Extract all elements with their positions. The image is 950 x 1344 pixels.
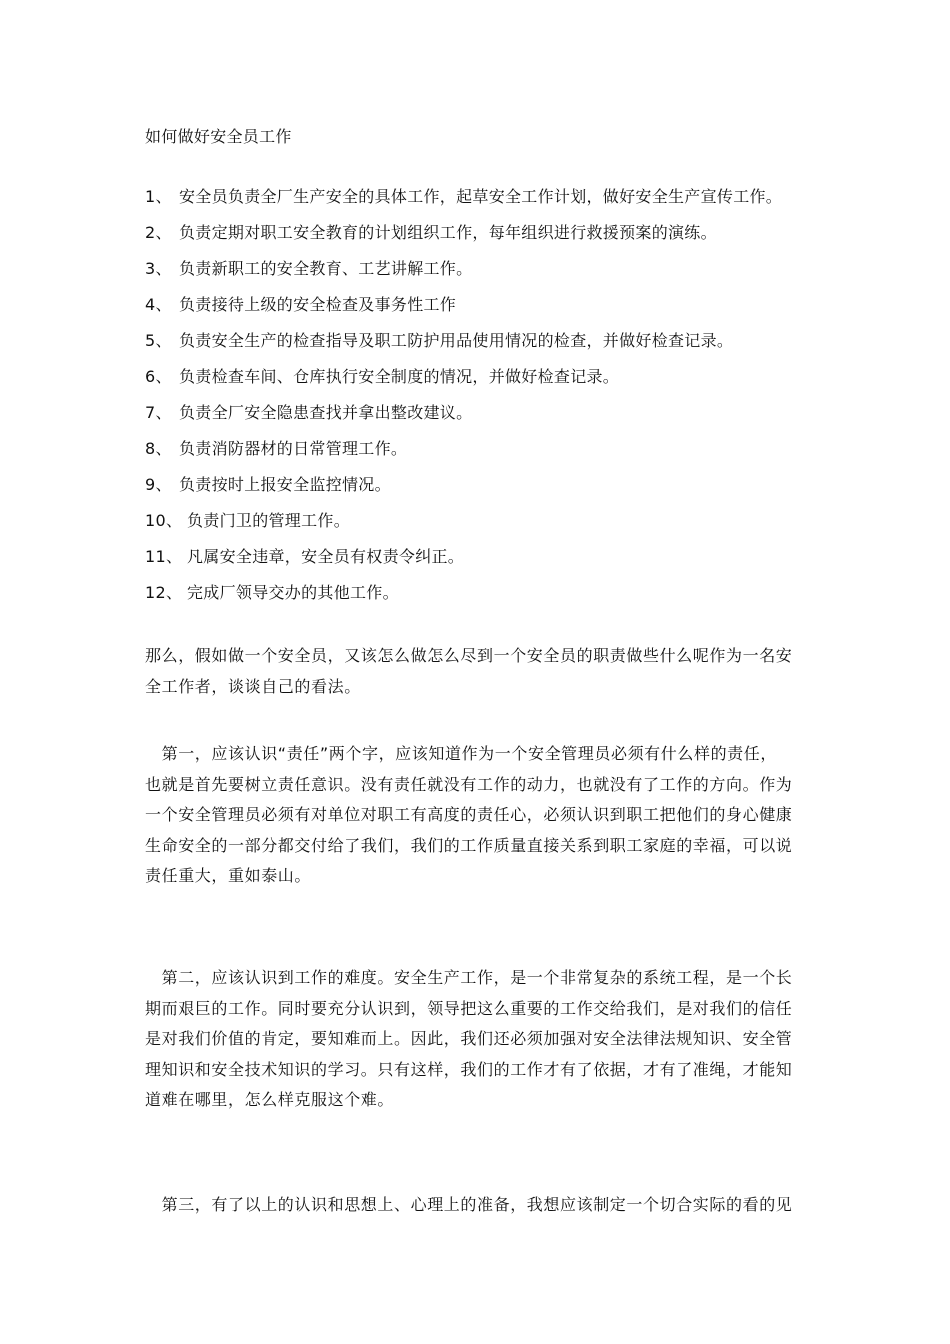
list-item-number: 10、 xyxy=(145,511,183,530)
list-item-text: 负责定期对职工安全教育的计划组织工作，每年组织进行救援预案的演练。 xyxy=(179,223,717,242)
list-item-text: 负责接待上级的安全检查及事务性工作 xyxy=(179,295,457,314)
paragraph-line: 全工作者，谈谈自己的看法。 xyxy=(145,676,361,696)
list-item-text: 负责检查车间、仓库执行安全制度的情况，并做好检查记录。 xyxy=(179,367,620,386)
document-title: 如何做好安全员工作 xyxy=(145,127,292,146)
list-item xyxy=(145,510,825,546)
paragraph-line: 责任重大，重如泰山。 xyxy=(145,866,312,885)
list-item-number: 8、 xyxy=(145,439,172,458)
list-item-text: 负责安全生产的检查指导及职工防护用品使用情况的检查，并做好检查记录。 xyxy=(179,331,734,350)
list-item-number: 5、 xyxy=(145,331,172,350)
list-item-number: 7、 xyxy=(145,403,172,422)
list-item-text: 完成厂领导交办的其他工作。 xyxy=(187,583,399,602)
list-item xyxy=(145,582,825,618)
list-item-number: 3、 xyxy=(145,259,172,278)
paragraph-line: 第一，应该认识“责任”两个字，应该知道作为一个安全管理员必须有什么样的责任， xyxy=(145,744,777,763)
list-item xyxy=(145,222,825,258)
list-item xyxy=(145,258,825,294)
list-item-number: 12、 xyxy=(145,583,183,602)
paragraph-line: 第三，有了以上的认识和思想上、心理上的准备，我想应该制定一个切合实际的看的见 xyxy=(145,1195,793,1214)
list-item-text: 负责门卫的管理工作。 xyxy=(187,511,351,530)
paragraph-third-point xyxy=(145,1190,808,1221)
paragraph-second-point xyxy=(145,963,808,1116)
list-item xyxy=(145,186,825,222)
paragraph-line: 是对我们价值的肯定，要知难而上。因此，我们还必须加强对安全法律法规知识、安全管 xyxy=(145,1029,793,1048)
paragraph-intro xyxy=(145,641,808,702)
list-item xyxy=(145,294,825,330)
list-item-text: 负责消防器材的日常管理工作。 xyxy=(179,439,408,458)
list-item-text: 负责新职工的安全教育、工艺讲解工作。 xyxy=(179,259,473,278)
list-item-text: 负责按时上报安全监控情况。 xyxy=(179,475,391,494)
list-item-number: 4、 xyxy=(145,295,172,314)
paragraph-line: 第二，应该认识到工作的难度。安全生产工作，是一个非常复杂的系统工程，是一个长 xyxy=(145,968,793,987)
paragraph-line: 道难在哪里，怎么样克服这个难。 xyxy=(145,1090,395,1109)
list-item-number: 11、 xyxy=(145,547,183,566)
list-item-number: 9、 xyxy=(145,475,172,494)
list-item xyxy=(145,330,825,366)
list-item-text: 凡属安全违章，安全员有权责令纠正。 xyxy=(187,547,465,566)
paragraph-line: 也就是首先要树立责任意识。没有责任就没有工作的动力，也就没有了工作的方向。作为 xyxy=(145,774,793,794)
list-item-number: 1、 xyxy=(145,187,172,206)
duty-list xyxy=(145,186,825,618)
paragraph-line: 期而艰巨的工作。同时要充分认识到，领导把这么重要的工作交给我们，是对我们的信任 xyxy=(145,998,793,1018)
paragraph-line: 理知识和安全技术知识的学习。只有这样，我们的工作才有了依据，才有了准绳，才能知 xyxy=(145,1059,793,1079)
list-item xyxy=(145,546,825,582)
list-item-number: 2、 xyxy=(145,223,172,242)
list-item xyxy=(145,366,825,402)
list-item-text: 负责全厂安全隐患查找并拿出整改建议。 xyxy=(179,403,473,422)
paragraph-line: 那么，假如做一个安全员，又该怎么做怎么尽到一个安全员的职责做些什么呢作为一名安 xyxy=(145,646,793,665)
list-item xyxy=(145,438,825,474)
list-item xyxy=(145,402,825,438)
paragraph-line: 生命安全的一部分都交付给了我们，我们的工作质量直接关系到职工家庭的幸福，可以说 xyxy=(145,835,793,855)
list-item xyxy=(145,474,825,510)
list-item-text: 安全员负责全厂生产安全的具体工作，起草安全工作计划，做好安全生产宣传工作。 xyxy=(179,187,783,206)
paragraph-first-point xyxy=(145,739,808,892)
paragraph-line: 一个安全管理员必须有对单位对职工有高度的责任心，必须认识到职工把他们的身心健康 xyxy=(145,805,793,824)
list-item-number: 6、 xyxy=(145,367,172,386)
